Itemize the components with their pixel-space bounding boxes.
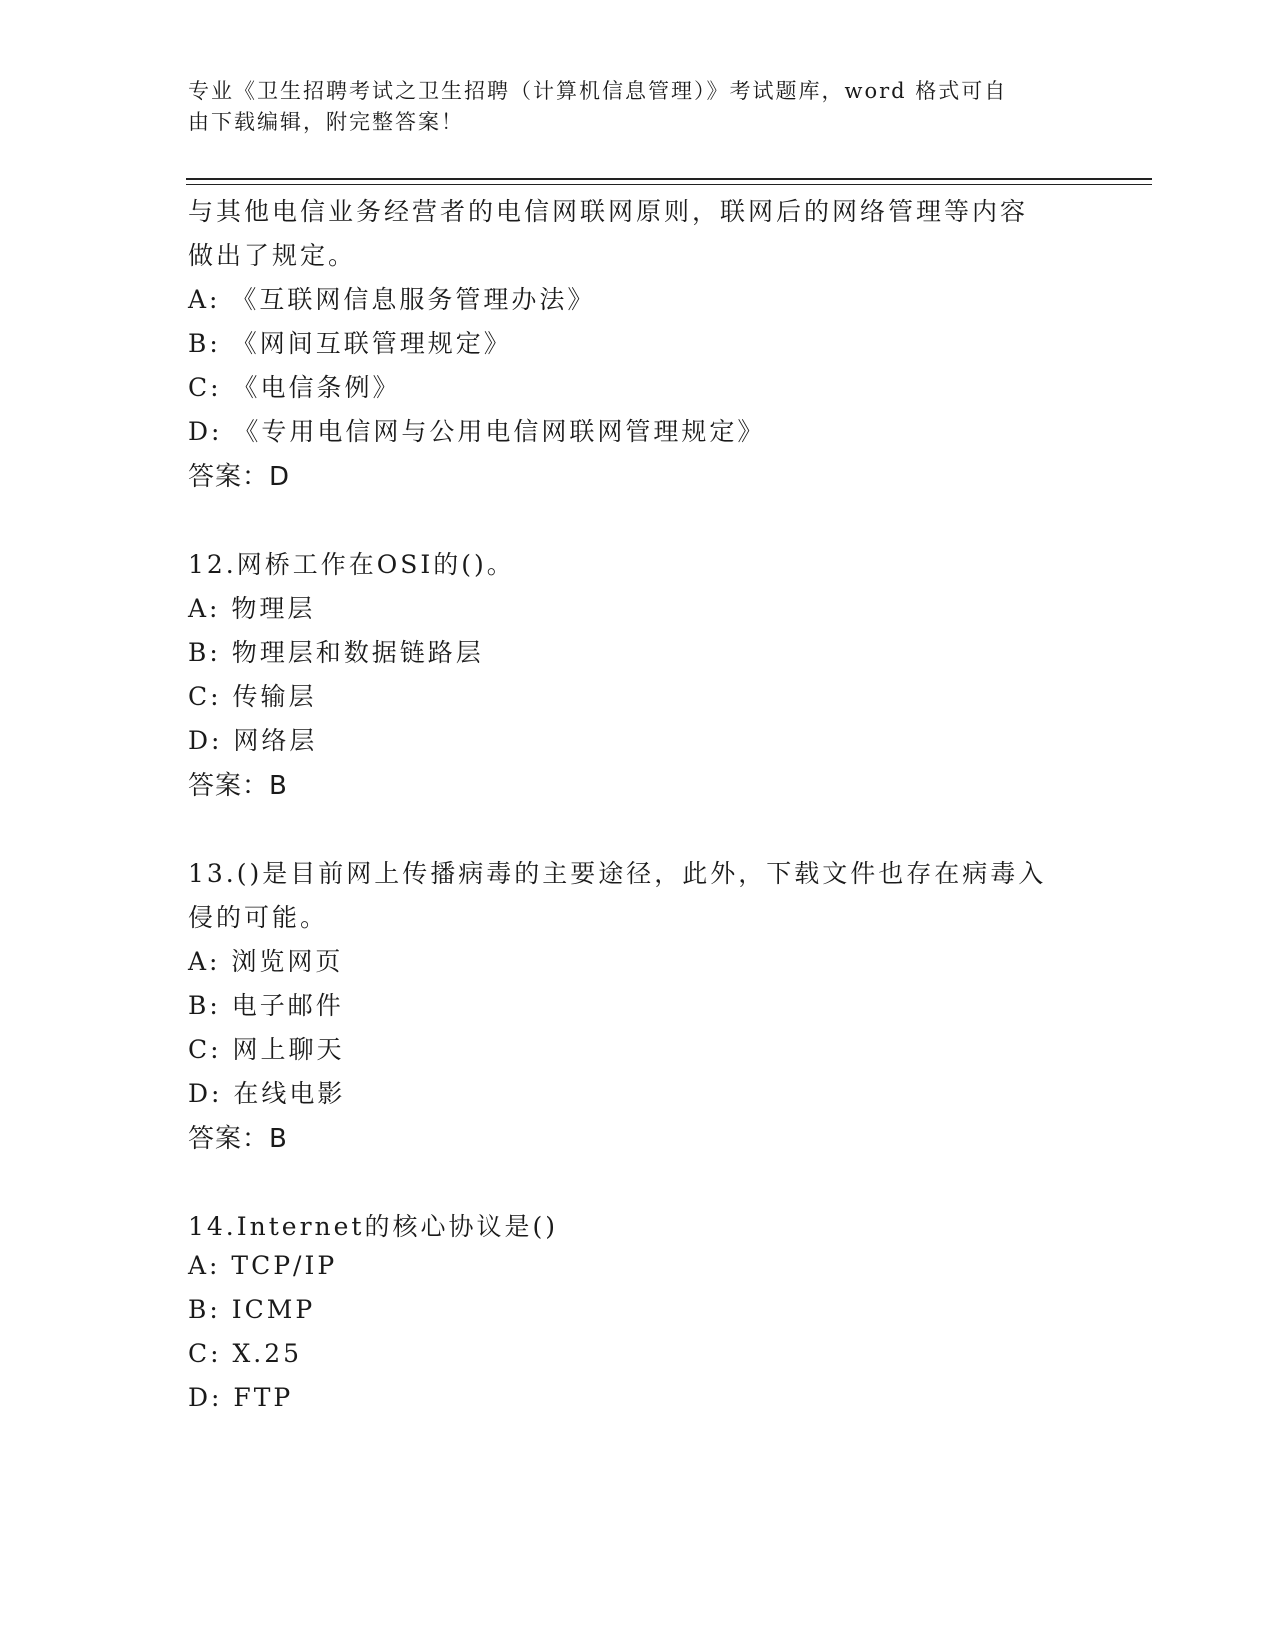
q13-stem-line-1: 13.()是目前网上传播病毒的主要途径，此外，下载文件也存在病毒入	[188, 859, 1047, 888]
q11-option-c: C: 《电信条例》	[188, 373, 401, 402]
document-header	[188, 76, 1068, 138]
q12-option-d: D: 网络层	[188, 726, 318, 755]
q11-option-a: A: 《互联网信息服务管理办法》	[188, 285, 596, 314]
q12-answer: 答案：B	[188, 771, 288, 801]
q11-answer: 答案：D	[188, 462, 291, 492]
q14-option-d: D: FTP	[188, 1383, 294, 1412]
q13-option-d: D: 在线电影	[188, 1079, 346, 1108]
q11-stem-line-2: 做出了规定。	[188, 241, 357, 270]
q11-stem-line-1: 与其他电信业务经营者的电信网联网原则，联网后的网络管理等内容	[188, 197, 1029, 226]
q13-stem-line-2: 侵的可能。	[188, 903, 329, 932]
q12-stem: 12.网桥工作在OSI的()。	[188, 550, 515, 579]
q14-stem: 14.Internet的核心协议是()	[188, 1212, 558, 1241]
q13-option-b: B: 电子邮件	[188, 991, 344, 1020]
header-divider-thick	[186, 178, 1152, 180]
q12-option-b: B: 物理层和数据链路层	[188, 638, 484, 667]
header-divider-thin	[186, 184, 1152, 185]
q13-option-c: C: 网上聊天	[188, 1035, 345, 1064]
q14-option-b: B: ICMP	[188, 1295, 316, 1324]
q14-option-a: A: TCP/IP	[188, 1251, 338, 1280]
q11-option-d: D: 《专用电信网与公用电信网联网管理规定》	[188, 417, 766, 446]
header-line-2: 由下载编辑，附完整答案！	[188, 110, 464, 134]
q12-option-a: A: 物理层	[188, 594, 316, 623]
q11-option-b: B: 《网间互联管理规定》	[188, 329, 512, 358]
header-line-1: 专业《卫生招聘考试之卫生招聘（计算机信息管理）》考试题库，word 格式可自	[188, 79, 1008, 103]
q13-answer: 答案：B	[188, 1124, 288, 1154]
q14-option-c: C: X.25	[188, 1339, 303, 1368]
q12-option-c: C: 传输层	[188, 682, 317, 711]
q13-option-a: A: 浏览网页	[188, 947, 344, 976]
